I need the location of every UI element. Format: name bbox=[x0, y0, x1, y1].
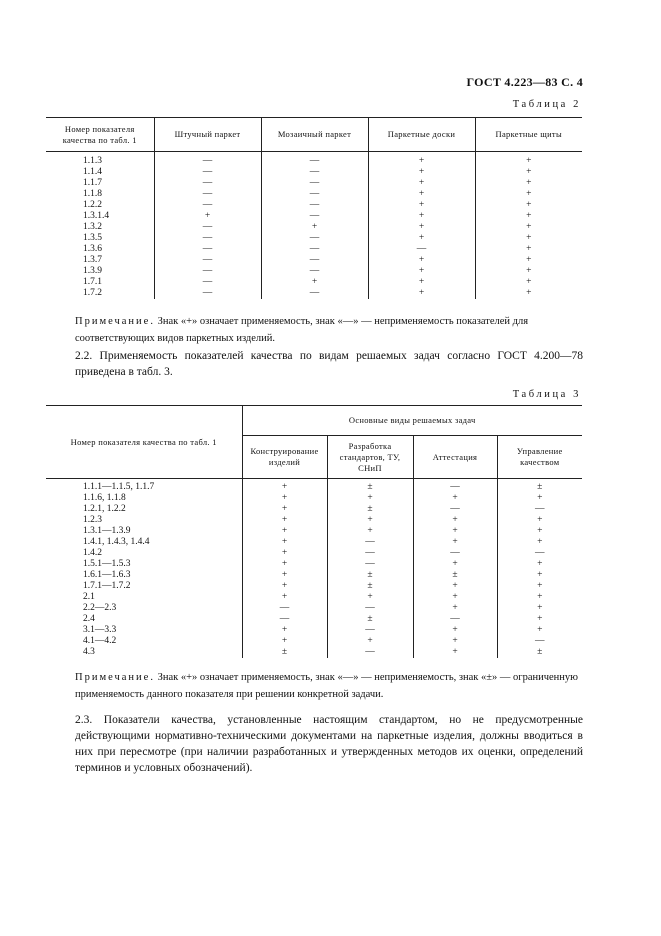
table-cell: + bbox=[327, 493, 413, 504]
table-2-body bbox=[46, 152, 582, 300]
table-cell: + bbox=[475, 277, 582, 288]
row-number-cell: 3.1—3.3 bbox=[83, 625, 117, 635]
table-row bbox=[46, 200, 582, 211]
table-cell: + bbox=[242, 548, 327, 559]
table-cell: — bbox=[242, 603, 327, 614]
table-3-col-header: Разработка стандартов, ТУ, СНиП bbox=[327, 436, 413, 479]
row-number-cell: 1.5.1—1.5.3 bbox=[83, 559, 131, 569]
table-cell: — bbox=[327, 559, 413, 570]
row-number-cell: 1.2.1, 1.2.2 bbox=[83, 504, 126, 514]
table-cell: — bbox=[497, 504, 582, 515]
table-cell: — bbox=[154, 266, 261, 277]
table-cell: + bbox=[327, 515, 413, 526]
page-header: ГОСТ 4.223—83 С. 4 bbox=[466, 75, 583, 89]
table-cell: — bbox=[413, 548, 497, 559]
table-cell: + bbox=[368, 266, 475, 277]
row-number-cell: 1.7.1—1.7.2 bbox=[83, 581, 131, 591]
table-row bbox=[46, 255, 582, 266]
table-cell: + bbox=[327, 526, 413, 537]
table-cell: + bbox=[242, 504, 327, 515]
table-cell: + bbox=[413, 581, 497, 592]
table-3 bbox=[46, 405, 582, 658]
note-text: Знак «+» означает применяемость, знак «—» — неприменяемость, знак «±» — ограниченную применяемость данного показателя при решении конкретной задачи. bbox=[75, 672, 578, 700]
table-3-col-header: Управление качеством bbox=[497, 436, 582, 479]
table-cell: + bbox=[261, 222, 368, 233]
table-cell: + bbox=[413, 515, 497, 526]
table-cell: — bbox=[154, 152, 261, 168]
table-cell: + bbox=[242, 515, 327, 526]
table-cell: — bbox=[154, 200, 261, 211]
table-cell: + bbox=[475, 244, 582, 255]
table-cell: + bbox=[475, 152, 582, 168]
table-row bbox=[46, 647, 582, 658]
table-cell: — bbox=[413, 504, 497, 515]
table-row bbox=[46, 581, 582, 592]
table-row bbox=[46, 636, 582, 647]
table-row bbox=[46, 152, 582, 168]
table-row bbox=[46, 603, 582, 614]
table-cell: + bbox=[368, 233, 475, 244]
table-cell: — bbox=[242, 614, 327, 625]
table-row bbox=[46, 189, 582, 200]
row-number-cell: 2.2—2.3 bbox=[83, 603, 117, 613]
table-cell: + bbox=[475, 222, 582, 233]
table-cell: ± bbox=[327, 614, 413, 625]
table-row bbox=[46, 548, 582, 559]
table-cell: + bbox=[368, 200, 475, 211]
table-cell: — bbox=[497, 636, 582, 647]
table-2-col-header: Паркетные доски bbox=[368, 118, 475, 152]
table-cell: + bbox=[475, 233, 582, 244]
table-3-col-header: Конструирование изделий bbox=[242, 436, 327, 479]
table-cell: + bbox=[242, 526, 327, 537]
table-2-note bbox=[75, 313, 585, 347]
table-cell: + bbox=[413, 559, 497, 570]
table-cell: + bbox=[242, 493, 327, 504]
table-cell: — bbox=[154, 178, 261, 189]
table-cell: ± bbox=[327, 504, 413, 515]
table-cell: + bbox=[497, 570, 582, 581]
row-number-cell: 1.1.6, 1.1.8 bbox=[83, 493, 126, 503]
row-number-cell: 4.1—4.2 bbox=[83, 636, 117, 646]
table-cell: + bbox=[475, 255, 582, 266]
section-2-2: 2.2. Применяемость показателей качества по видам решаемых задач согласно ГОСТ 4.200—78 приведена в табл. 3. bbox=[75, 350, 583, 378]
table-cell: + bbox=[242, 581, 327, 592]
table-cell: + bbox=[497, 493, 582, 504]
table-cell: + bbox=[413, 647, 497, 658]
table-cell: + bbox=[242, 570, 327, 581]
table-2-col-header: Номер показателя качества по табл. 1 bbox=[46, 118, 154, 152]
table-cell: + bbox=[497, 614, 582, 625]
table-cell: + bbox=[475, 189, 582, 200]
row-number-cell: 1.1.3 bbox=[83, 156, 102, 166]
table-cell: + bbox=[497, 515, 582, 526]
table-2-caption: Таблица 2 bbox=[512, 99, 581, 110]
table-row bbox=[46, 222, 582, 233]
row-number-cell: 1.6.1—1.6.3 bbox=[83, 570, 131, 580]
table-cell: ± bbox=[413, 570, 497, 581]
table-3-group-header: Основные виды решаемых задач bbox=[242, 406, 582, 436]
table-cell: — bbox=[154, 255, 261, 266]
table-cell: + bbox=[368, 288, 475, 299]
table-cell: — bbox=[261, 233, 368, 244]
table-3-caption: Таблица 3 bbox=[512, 389, 581, 400]
table-cell: + bbox=[368, 167, 475, 178]
table-cell: + bbox=[242, 592, 327, 603]
table-cell: ± bbox=[327, 581, 413, 592]
table-cell: — bbox=[154, 288, 261, 299]
table-cell: + bbox=[497, 537, 582, 548]
table-cell: + bbox=[413, 603, 497, 614]
section-2-3: 2.3. Показатели качества, установленные настоящим стандартом, но не предусмотренные действующими нормативно-техническими документами на паркетные изделия, должны вводиться в них при пересмотре (при наличии разработанных и утвержденных методов их оценки, определений терминов и условных обозначений). bbox=[75, 714, 583, 774]
table-row bbox=[46, 493, 582, 504]
row-number-cell: 1.2.3 bbox=[83, 515, 102, 525]
table-cell: — bbox=[413, 614, 497, 625]
table-row bbox=[46, 266, 582, 277]
table-row bbox=[46, 167, 582, 178]
table-cell: — bbox=[261, 288, 368, 299]
table-cell: + bbox=[475, 167, 582, 178]
row-number-cell: 1.3.6 bbox=[83, 244, 102, 254]
table-2-header-row bbox=[46, 118, 582, 152]
table-cell: — bbox=[261, 167, 368, 178]
row-number-cell: 2.1 bbox=[83, 592, 95, 602]
table-cell: + bbox=[413, 625, 497, 636]
table-cell: + bbox=[368, 152, 475, 168]
table-2-col-header: Мозаичный паркет bbox=[261, 118, 368, 152]
table-row bbox=[46, 288, 582, 299]
table-cell: + bbox=[368, 178, 475, 189]
row-number-cell: 2.4 bbox=[83, 614, 95, 624]
row-number-cell: 1.3.1.4 bbox=[83, 211, 110, 221]
table-cell: ± bbox=[327, 479, 413, 494]
table-2 bbox=[46, 117, 582, 299]
table-row bbox=[46, 592, 582, 603]
table-cell: — bbox=[261, 200, 368, 211]
row-number-cell: 1.1.8 bbox=[83, 189, 102, 199]
row-number-cell: 1.3.1—1.3.9 bbox=[83, 526, 131, 536]
table-cell: + bbox=[327, 592, 413, 603]
table-cell: — bbox=[368, 244, 475, 255]
table-3-note bbox=[75, 669, 585, 703]
table-row bbox=[46, 504, 582, 515]
table-cell: + bbox=[475, 178, 582, 189]
table-cell: + bbox=[475, 288, 582, 299]
table-cell: — bbox=[154, 233, 261, 244]
table-2-col-header: Штучный паркет bbox=[154, 118, 261, 152]
table-cell: + bbox=[242, 479, 327, 494]
table-cell: — bbox=[327, 603, 413, 614]
table-3-col-header: Аттестация bbox=[413, 436, 497, 479]
table-cell: — bbox=[261, 244, 368, 255]
note-label: Примечание. bbox=[75, 672, 155, 683]
table-row bbox=[46, 277, 582, 288]
table-row bbox=[46, 526, 582, 537]
row-number-cell: 1.1.1—1.1.5, 1.1.7 bbox=[83, 482, 155, 492]
table-cell: — bbox=[261, 152, 368, 168]
table-2-col-header: Паркетные щиты bbox=[475, 118, 582, 152]
table-cell: — bbox=[261, 211, 368, 222]
table-cell: + bbox=[368, 189, 475, 200]
table-cell: + bbox=[497, 559, 582, 570]
table-row bbox=[46, 233, 582, 244]
row-number-cell: 4.3 bbox=[83, 647, 95, 657]
table-row bbox=[46, 211, 582, 222]
table-row bbox=[46, 559, 582, 570]
table-cell: — bbox=[261, 266, 368, 277]
row-number-cell: 1.3.5 bbox=[83, 233, 102, 243]
row-number-cell: 1.7.2 bbox=[83, 288, 102, 298]
table-cell: — bbox=[261, 189, 368, 200]
table-cell: + bbox=[497, 603, 582, 614]
table-cell: — bbox=[154, 244, 261, 255]
row-number-cell: 1.3.9 bbox=[83, 266, 102, 276]
table-cell: + bbox=[368, 255, 475, 266]
table-cell: — bbox=[261, 178, 368, 189]
row-number-cell: 1.3.2 bbox=[83, 222, 102, 232]
table-row bbox=[46, 244, 582, 255]
note-label: Примечание. bbox=[75, 316, 155, 327]
table-cell: + bbox=[242, 537, 327, 548]
table-cell: — bbox=[327, 647, 413, 658]
table-row bbox=[46, 570, 582, 581]
table-row bbox=[46, 479, 582, 494]
table-cell: + bbox=[261, 277, 368, 288]
table-cell: — bbox=[261, 255, 368, 266]
table-cell: ± bbox=[327, 570, 413, 581]
table-cell: + bbox=[242, 636, 327, 647]
table-3-body bbox=[46, 479, 582, 659]
table-cell: — bbox=[327, 537, 413, 548]
table-cell: + bbox=[413, 537, 497, 548]
table-cell: + bbox=[368, 211, 475, 222]
table-cell: — bbox=[327, 625, 413, 636]
row-number-cell: 1.7.1 bbox=[83, 277, 102, 287]
table-cell: + bbox=[413, 493, 497, 504]
row-number-cell: 1.3.7 bbox=[83, 255, 102, 265]
table-cell: + bbox=[475, 266, 582, 277]
table-3-row-header: Номер показателя качества по табл. 1 bbox=[46, 406, 242, 479]
table-cell: ± bbox=[242, 647, 327, 658]
row-number-cell: 1.1.7 bbox=[83, 178, 102, 188]
table-cell: — bbox=[413, 479, 497, 494]
table-cell: + bbox=[497, 526, 582, 537]
table-cell: — bbox=[327, 548, 413, 559]
table-cell: + bbox=[368, 222, 475, 233]
table-cell: + bbox=[242, 625, 327, 636]
table-cell: + bbox=[497, 625, 582, 636]
table-row bbox=[46, 515, 582, 526]
table-cell: — bbox=[154, 189, 261, 200]
table-cell: + bbox=[327, 636, 413, 647]
row-number-cell: 1.1.4 bbox=[83, 167, 102, 177]
row-number-cell: 1.4.2 bbox=[83, 548, 102, 558]
table-cell: ± bbox=[497, 647, 582, 658]
row-number-cell: 1.2.2 bbox=[83, 200, 102, 210]
table-cell: + bbox=[497, 581, 582, 592]
table-row bbox=[46, 178, 582, 189]
table-cell: + bbox=[413, 592, 497, 603]
table-cell: + bbox=[154, 211, 261, 222]
table-cell: + bbox=[475, 200, 582, 211]
table-cell: — bbox=[154, 167, 261, 178]
table-row bbox=[46, 625, 582, 636]
table-cell: + bbox=[475, 211, 582, 222]
table-cell: + bbox=[497, 592, 582, 603]
table-cell: — bbox=[154, 222, 261, 233]
table-cell: + bbox=[368, 277, 475, 288]
table-cell: ± bbox=[497, 479, 582, 494]
table-cell: — bbox=[154, 277, 261, 288]
table-cell: + bbox=[413, 636, 497, 647]
row-number-cell: 1.4.1, 1.4.3, 1.4.4 bbox=[83, 537, 150, 547]
table-row bbox=[46, 614, 582, 625]
table-cell: — bbox=[497, 548, 582, 559]
note-text: Знак «+» означает применяемость, знак «—» — неприменяемость показателей для соответствующих видов паркетных изделий. bbox=[75, 316, 529, 344]
table-cell: + bbox=[242, 559, 327, 570]
table-row bbox=[46, 537, 582, 548]
table-cell: + bbox=[413, 526, 497, 537]
table-3-header-row bbox=[46, 406, 582, 436]
